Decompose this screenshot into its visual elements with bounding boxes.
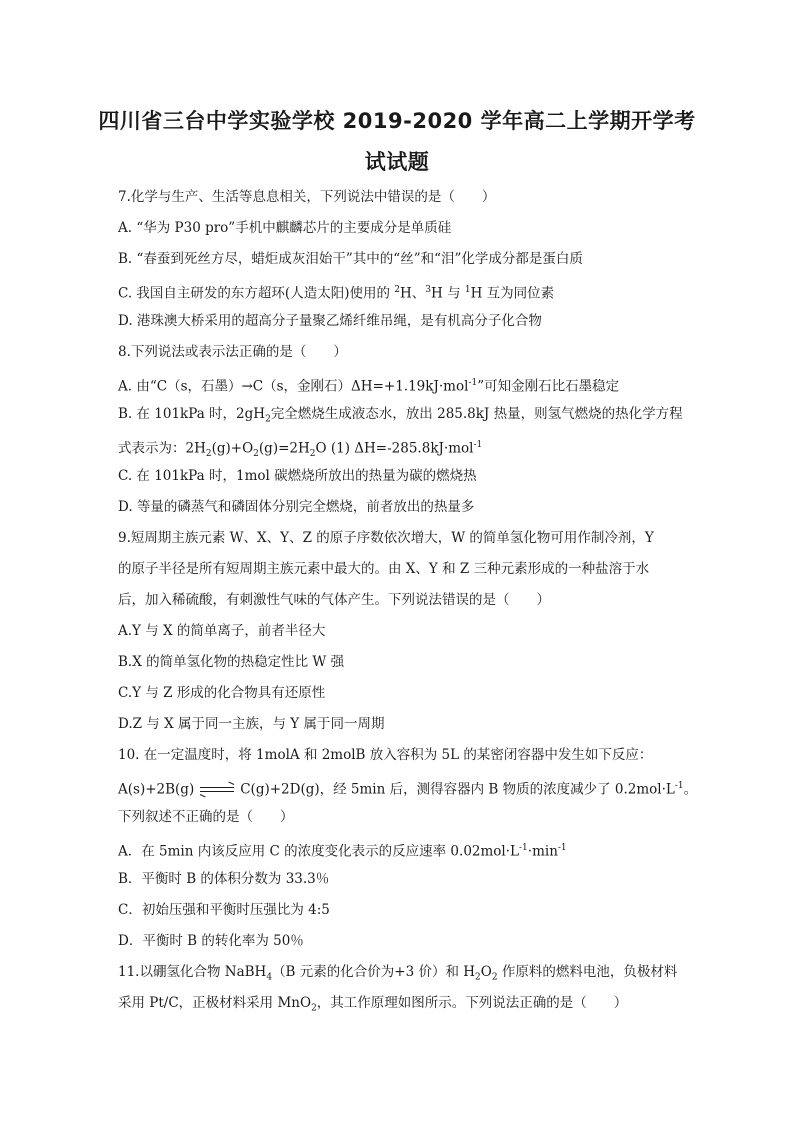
- q8-option-c: C. 在 101kPa 时，1mol 碳燃烧所放出的热量为碳的燃烧热: [118, 468, 477, 484]
- q7-option-d: D. 港珠澳大桥采用的超高分子量聚乙烯纤维吊绳，是有机高分子化合物: [118, 313, 542, 329]
- subscript: 2: [311, 1003, 317, 1014]
- q7c-text: H 互为同位素: [470, 285, 555, 302]
- q8-option-b: [118, 405, 683, 429]
- q8-stem: 8.下列说法或表示法正确的是（ ）: [118, 344, 347, 360]
- q11-stem-cont: [118, 994, 678, 1018]
- q7c-text: H 与: [431, 285, 465, 302]
- equilibrium-arrow-icon: [200, 785, 234, 795]
- q9-option-c: C.Y 与 Z 形成的化合物具有还原性: [118, 685, 326, 701]
- q9-stem-cont: 后，加入稀硫酸，有刺激性气味的气体产生。下列说法错误的是（ ）: [118, 592, 550, 608]
- q10-option-b: B．平衡时 B 的体积分数为 33.3％: [118, 871, 330, 887]
- q7-stem: 7.化学与生产、生活等息息相关，下列说法中错误的是（ ）: [118, 189, 496, 205]
- q10-option-a: [118, 839, 678, 861]
- q7c-text: C. 我国自主研发的东方超环(人造太阳)使用的: [118, 285, 395, 302]
- exponent: -1: [519, 843, 528, 853]
- subscript: 2: [491, 972, 498, 983]
- isotope-sup: 2: [394, 285, 400, 295]
- q9-option-b: B.X 的简单氢化物的热稳定性比 W 强: [118, 654, 345, 670]
- q8b-text: 式表示为：2H: [118, 440, 206, 457]
- q8-option-d: D. 等量的磷蒸气和磷固体分别完全燃烧，前者放出的热量多: [118, 499, 475, 515]
- exponent: -1: [468, 378, 478, 388]
- subscript: 2: [265, 414, 271, 425]
- q9-option-d: D.Z 与 X 属于同一主族，与 Y 属于同一周期: [118, 716, 385, 732]
- page-title-cont: 试试题: [364, 150, 430, 174]
- q11-text: 作原料的燃料电池，负极材料: [497, 964, 678, 980]
- q10-equation: [118, 777, 698, 799]
- q8b-text: B. 在 101kPa 时，2gH: [118, 406, 266, 422]
- q11-text: 11.以硼氢化合物 NaBH: [118, 964, 267, 980]
- eq-right: C(g)+2D(g)，经 5min 后，测得容器内 B 物质的浓度减少了 0.2mol·L: [240, 781, 675, 798]
- eq-left: A(s)+2B(g): [118, 781, 195, 798]
- q9-option-a: A.Y 与 X 的简单离子，前者半径大: [118, 623, 326, 639]
- q11-text: （B 元素的化合价为+3 价）和 H: [272, 964, 476, 980]
- q10a-text: ·min: [527, 843, 558, 860]
- isotope-sup: 3: [425, 285, 432, 295]
- q7-option-b: B. “春蚕到死丝方尽，蜡炬成灰泪始干”其中的“丝”和“泪”化学成分都是蛋白质: [118, 251, 583, 267]
- q7c-text: H、: [400, 285, 426, 302]
- subscript: 4: [266, 972, 273, 983]
- q8-option-a: [118, 374, 678, 396]
- isotope-sup: 1: [464, 285, 471, 295]
- subscript: 2: [205, 449, 212, 460]
- q7-option-c: [118, 281, 678, 303]
- q10-option-d: D．平衡时 B 的转化率为 50％: [118, 933, 304, 949]
- q10a-text: A．在 5min 内该反应用 C 的浓度变化表示的反应速率 0.02mol·L: [118, 843, 519, 860]
- q9-stem-cont: 的原子半径是所有短周期主族元素中最大的。由 X、Y 和 Z 三种元素形成的一种盐溶于水: [118, 561, 650, 577]
- q8-option-b-cont: [118, 436, 678, 463]
- q11-text: ，其工作原理如图所示。下列说法正确的是（ ）: [316, 995, 628, 1011]
- q11-text: 采用 Pt/C，正极材料采用 MnO: [118, 995, 312, 1011]
- q10-stem-cont: 下列叙述不正确的是（ ）: [118, 809, 294, 825]
- subscript: 2: [475, 972, 481, 983]
- q10-stem: 10. 在一定温度时，将 1molA 和 2molB 放入容积为 5L 的某密闭容器中发生如下反应：: [118, 747, 653, 763]
- q9-stem: 9.短周期主族元素 W、X、Y、Z 的原子序数依次增大，W 的简单氢化物可用作制冷剂，Y: [118, 530, 654, 546]
- subscript: 2: [309, 449, 316, 460]
- q8b-text: O (1) ΔH=-285.8kJ·mol: [315, 440, 474, 457]
- exponent: -1: [473, 440, 483, 450]
- q8b-text: (g)+O: [211, 440, 254, 457]
- exponent: -1: [674, 781, 684, 791]
- exponent: -1: [557, 843, 567, 853]
- q11-text: O: [480, 964, 492, 980]
- q7-option-a: A. “华为 P30 pro”手机中麒麟芯片的主要成分是单质硅: [118, 220, 452, 236]
- q8b-text: (g)=2H: [258, 440, 310, 457]
- q10-option-c: C．初始压强和平衡时压强比为 4:5: [118, 902, 330, 918]
- eq-end: 。: [683, 781, 698, 798]
- q8a-text: A. 由“C（s，石墨）→C（s，金刚石）ΔH=+1.19kJ·mol: [118, 378, 469, 395]
- q8a-text: ”可知金刚石比石墨稳定: [477, 378, 620, 395]
- q11-stem: [118, 963, 678, 987]
- q8b-text: 完全燃烧生成液态水，放出 285.8kJ 热量，则氢气燃烧的热化学方程: [270, 406, 683, 422]
- subscript: 2: [253, 449, 259, 460]
- page-title: 四川省三台中学实验学校 2019-2020 学年高二上学期开学考: [98, 109, 696, 133]
